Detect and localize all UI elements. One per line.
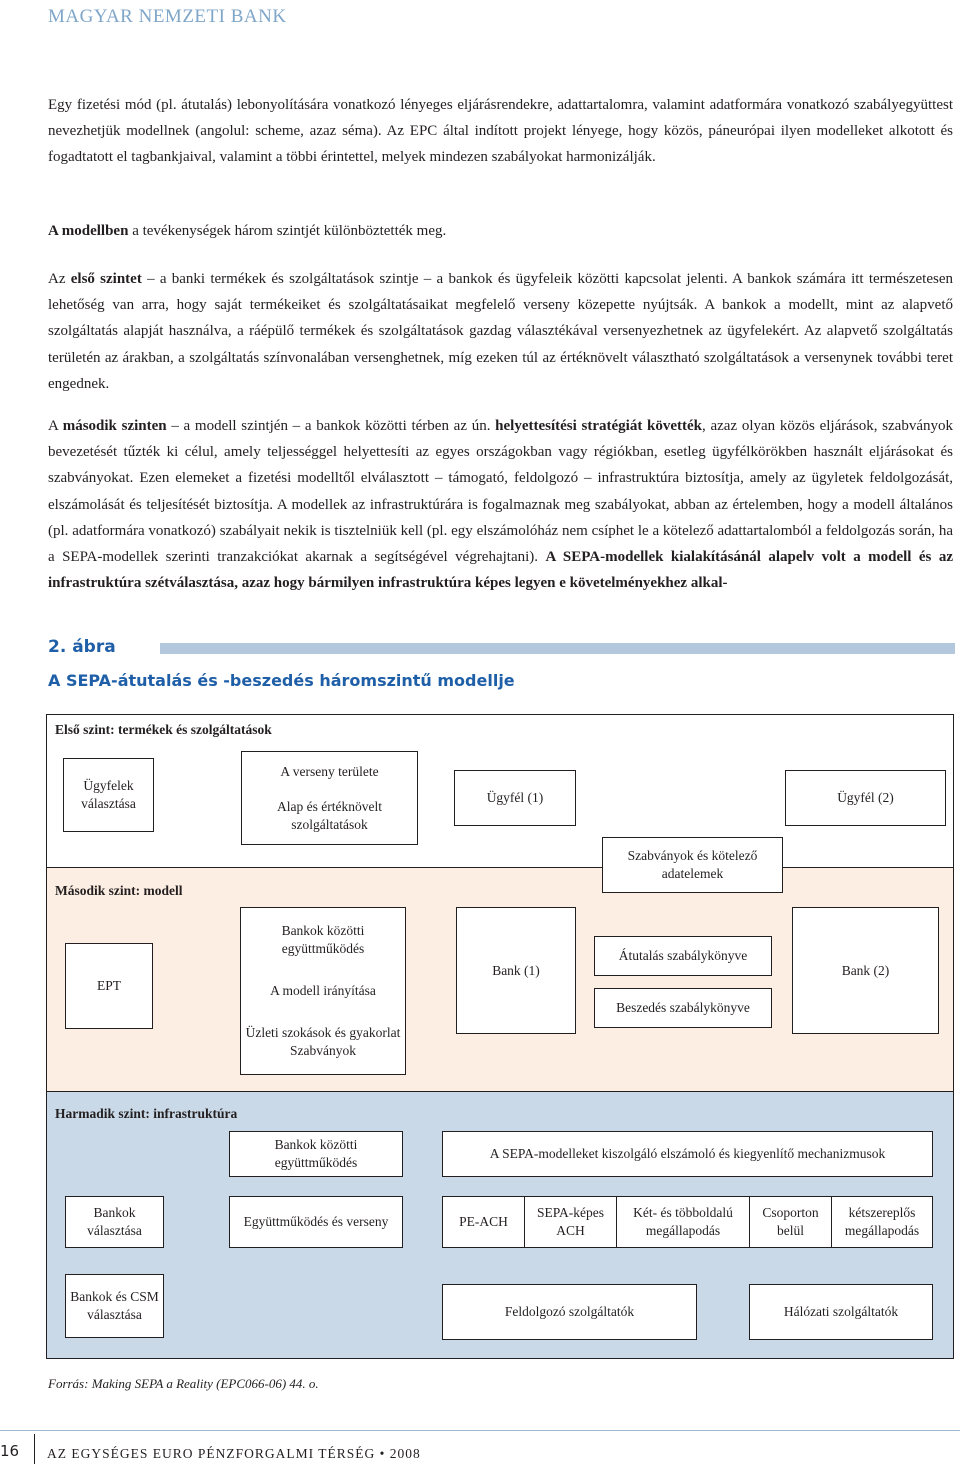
business-practice-text: Üzleti szokások és gyakorlat Szabványok [245, 1025, 401, 1058]
bank-1-box: Bank (1) [456, 907, 576, 1034]
ept-box: EPT [65, 943, 153, 1029]
competition-area-box [241, 751, 418, 845]
bold-phrase: A SEPA-modellek kialakításánál alapelv volt a modell és az infrastruktúra szétválasztása, azaz hogy bármilyen infrastruktúra képes legyen e követelményekhez alkal- [48, 549, 953, 592]
client-2-box: Ügyfél (2) [785, 770, 946, 826]
governance-text: A modell irányítása [270, 983, 376, 998]
bold-phrase: második szinten [62, 418, 167, 434]
clearing-mechanisms-box: A SEPA-modelleket kiszolgáló elszámoló és kiegyenlítő mechanizmusok [442, 1131, 933, 1177]
text-span: Az [48, 271, 71, 287]
paragraph-intro: Egy fizetési mód (pl. átutalás) lebonyolítására vonatkozó lényeges eljárásrendekre, adattartalomra, valamint adatformára vonatkozó szabályegyüttest nevezhetjük modellnek (angolul: scheme, azaz séma). Az EPC által indított projekt lényege, hogy közös, páneurópai ilyen modelleket alkotott és fogadtatott el tagbankjaival, valamint a többi érintettel, melyek mindezen szabályokat harmonizálják. [48, 97, 953, 166]
publisher-header: MAGYAR NEMZETI BANK [48, 6, 287, 27]
services-text: Alap és értéknövelt szolgáltatások [277, 798, 382, 832]
figure-title: A SEPA-átutalás és -beszedés háromszintű modellje [48, 671, 515, 690]
bilateral-multilateral-box: Két- és többoldalú megállapodás [616, 1196, 750, 1248]
bold-phrase: A modellben [48, 223, 129, 239]
footer-separator [34, 1434, 35, 1464]
publication-title: AZ EGYSÉGES EURO PÉNZFORGALMI TÉRSÉG • 2008 [47, 1446, 421, 1461]
two-party-box: kétszereplős megállapodás [831, 1196, 933, 1248]
interbank-cooperation-box: Bankok közötti együttműködés [229, 1131, 403, 1177]
clients-choice-box: Ügyfelek választása [63, 758, 154, 832]
text-span: – a modell szintjén – a bankok közötti térben az ún. [166, 418, 496, 434]
credit-transfer-rulebook-box: Átutalás szabálykönyve [594, 936, 772, 976]
paragraph-second-level [48, 413, 953, 596]
direct-debit-rulebook-box: Beszedés szabálykönyve [594, 988, 772, 1028]
three-level-diagram [46, 714, 954, 1359]
bank-2-box: Bank (2) [792, 907, 939, 1034]
processing-providers-box: Feldolgozó szolgáltatók [442, 1284, 697, 1340]
competition-area-text: A verseny területe [280, 763, 379, 779]
paragraph-levels [48, 218, 953, 244]
paragraph-first-level [48, 266, 953, 397]
text-span: A [48, 418, 63, 434]
bold-phrase: helyettesítési stratégiát követték [495, 418, 703, 434]
footer-divider [0, 1430, 960, 1431]
banks-csm-choice-box: Bankok és CSM választása [65, 1274, 164, 1338]
level-three-label: Harmadik szint: infrastruktúra [55, 1106, 238, 1121]
network-providers-box: Hálózati szolgáltatók [749, 1284, 933, 1340]
text-span: , azaz olyan közös eljárások, szabványok bevezetését tűzték ki célul, amely teljességgel helyettesíti az egyes országokban vagy régiókban, esetleg ügyfélkörökben használt eljárásokat és szabványokat. Ezen elemeket a fizetési modelltől elválasztott – támogató, feldolgozó – infrastruktúra biztosítja, amely az ügyletek feldolgozását, elszámolását és teljesítését biztosítja. A modellek az infrastruktúrára is fogalmaznak meg szabályokat, abban az értelemben, hogy a modell általános (pl. adatformára vonatkozó) szabályait nekik is tisztelniük kell (pl. egy elszámolóház nem csíphet le a kötelező adattartalomból a feldolgozás során, ha a SEPA-modellek szerinti tranzakciókat akarnak a segítségével végrehajtani). [48, 418, 953, 566]
model-governance-box [240, 907, 406, 1075]
figure-source: Forrás: Making SEPA a Reality (EPC066-06) 44. o. [48, 1376, 319, 1391]
figure-number: 2. ábra [48, 637, 116, 657]
client-1-box: Ügyfél (1) [454, 770, 576, 826]
sepa-ach-box: SEPA-képes ACH [524, 1196, 617, 1248]
intragroup-box: Csoporton belül [749, 1196, 832, 1248]
cooperation-competition-box: Együttműködés és verseny [229, 1196, 403, 1248]
text-span: – a banki termékek és szolgáltatások szintje – a bankok és ügyfeleik közötti kapcsolat jelenti. A bankok számára itt természetesen lehetőség van arra, hogy saját termékeiket és szolgáltatásaikat megfelelő verseny közepette nyújtsák. A bankok a modellt, mint az alapvető szolgáltatás alapját használva, a ráépülő termékek és szolgáltatások gazdag választékával versenyezhetnek az ügyfelekért. Az alapvető szolgáltatás területén az árakban, a szolgáltatás színvonalában versenghetnek, míg ezeken túl az értéknövelt választható szolgáltatások a versenynek további teret engednek. [48, 271, 953, 392]
level-two-label: Második szint: modell [55, 883, 183, 898]
standards-box: Szabványok és kötelező adatelemek [602, 837, 783, 893]
pe-ach-box: PE-ACH [442, 1196, 525, 1248]
bold-phrase: első szintet [70, 271, 142, 287]
banks-choice-box: Bankok választása [65, 1196, 164, 1248]
text-span: a tevékenységek három szintjét különböztették meg. [128, 223, 447, 239]
cooperation-text: Bankok közötti együttműködés [281, 923, 365, 956]
page-number: 16 [0, 1442, 20, 1460]
figure-title-bar [160, 643, 955, 654]
level-one-label: Első szint: termékek és szolgáltatások [55, 722, 272, 737]
